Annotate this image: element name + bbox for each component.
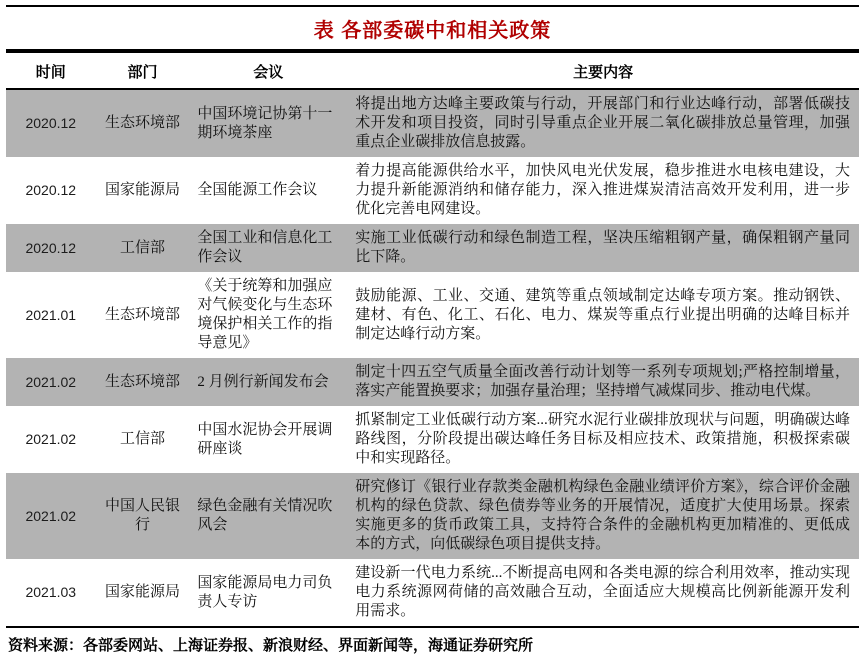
time-cell: 2021.02 xyxy=(25,507,77,524)
time-cell: 2021.01 xyxy=(25,306,77,323)
table-row xyxy=(6,406,859,473)
time-cell: 2021.02 xyxy=(25,431,77,447)
content-cell: 实施工业低碳行动和绿色制造工程，坚决压缩粗钢产量，确保粗钢产量同比下降。 xyxy=(355,230,850,265)
meeting-cell: 中国环境记协第十一期环境茶座 xyxy=(197,105,333,141)
source-note: 资料来源：各部委网站、上海证券报、新浪财经、界面新闻等，海通证券研究所 xyxy=(8,638,534,654)
content-cell: 鼓励能源、工业、交通、建筑等重点领域制定达峰专项方案。推动钢铁、建材、有色、化工、石化、电力、煤炭等重点行业提出明确的达峰目标并制定达峰行动方案。 xyxy=(355,287,850,342)
meeting-cell: 国家能源局电力司负责人专访 xyxy=(197,574,333,610)
meeting-cell: 《关于统筹和加强应对气候变化与生态环境保护相关工作的指导意见》 xyxy=(197,278,333,351)
meeting-cell: 全国能源工作会议 xyxy=(197,182,318,198)
time-cell: 2021.02 xyxy=(25,373,77,390)
time-cell: 2020.12 xyxy=(25,239,77,256)
header-dept: 部门 xyxy=(127,64,158,81)
content-cell: 着力提高能源供给水平，加快风电光伏发展，稳步推进水电核电建设，大力提升新能源消纳和储存能力，深入推进煤炭清洁高效开发利用，进一步优化完善电网建设。 xyxy=(355,163,850,217)
dept-cell: 生态环境部 xyxy=(104,306,180,323)
header-time: 时间 xyxy=(35,64,66,81)
table-row xyxy=(6,157,859,224)
dept-cell: 国家能源局 xyxy=(104,182,180,198)
meeting-cell: 全国工业和信息化工作会议 xyxy=(197,230,333,265)
table-row xyxy=(6,358,859,406)
table-row xyxy=(6,473,859,559)
table-row xyxy=(6,559,859,626)
header-meeting: 会议 xyxy=(253,64,284,81)
time-cell: 2020.12 xyxy=(25,115,77,131)
table-header-row xyxy=(6,53,859,89)
meeting-cell: 2 月例行新闻发布会 xyxy=(197,373,329,390)
time-cell: 2020.12 xyxy=(25,182,77,198)
table-row xyxy=(6,272,859,358)
table-title: 表 各部委碳中和相关政策 xyxy=(313,20,552,42)
policy-table xyxy=(6,53,859,626)
content-cell: 研究修订《银行业存款类金融机构绿色金融业绩评价方案》，综合评价金融机构的绿色贷款、绿色债券等业务的开展情况，适度扩大使用场景。探索实施更多的货币政策工具，支持符合条件的金融机构更加精准的、更低成本的方式，向低碳绿色项目提供支持。 xyxy=(355,479,850,552)
dept-cell: 工信部 xyxy=(119,431,165,447)
meeting-cell: 绿色金融有关情况吹风会 xyxy=(197,498,333,533)
header-content: 主要内容 xyxy=(573,64,634,81)
content-cell: 抓紧制定工业低碳行动方案...研究水泥行业碳排放现状与问题，明确碳达峰路线图，分阶段提出碳达峰任务目标及相应技术、政策措施，积极探索碳中和实现路径。 xyxy=(355,412,850,466)
dept-cell: 生态环境部 xyxy=(104,373,180,390)
table-row xyxy=(6,224,859,272)
content-cell: 制定十四五空气质量全面改善行动计划等一系列专项规划;严格控制增量，落实产能置换要求；加强存量治理；坚持增气减煤同步、推动电代煤。 xyxy=(355,364,850,399)
meeting-cell: 中国水泥协会开展调研座谈 xyxy=(197,421,333,457)
dept-cell: 国家能源局 xyxy=(104,584,180,600)
dept-cell: 中国人民银行 xyxy=(104,498,180,533)
content-cell: 将提出地方达峰主要政策与行动，开展部门和行业达峰行动，部署低碳技术开发和项目投资，同时引导重点企业开展二氧化碳排放总量管理，加强重点企业碳排放信息披露。 xyxy=(355,96,850,150)
dept-cell: 工信部 xyxy=(119,239,165,256)
content-cell: 建设新一代电力系统...不断提高电网和各类电源的综合利用效率，推动实现电力系统源网荷储的高效融合互动，全面适应大规模高比例新能源开发利用需求。 xyxy=(355,565,850,619)
dept-cell: 生态环境部 xyxy=(104,115,180,131)
table-row xyxy=(6,89,859,157)
time-cell: 2021.03 xyxy=(25,584,77,600)
